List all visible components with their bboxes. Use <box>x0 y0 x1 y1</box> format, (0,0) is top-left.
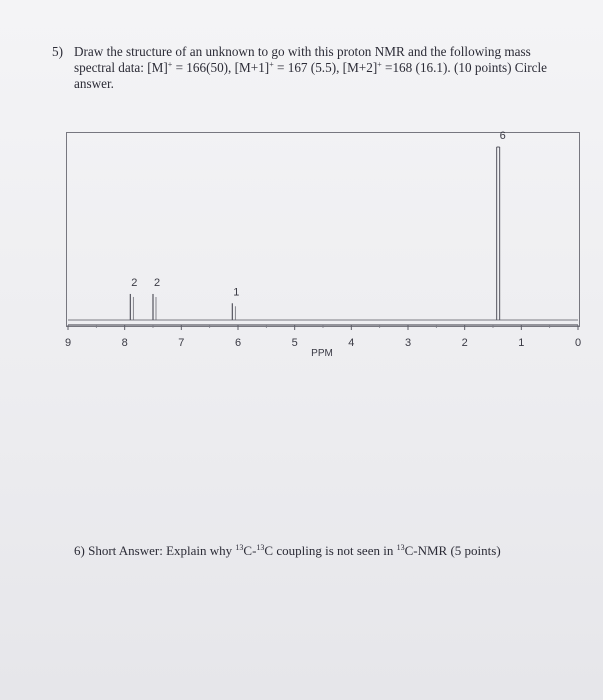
c13-sup-1: 13 <box>235 543 244 552</box>
ppm-tick-label: 8 <box>121 337 128 349</box>
ppm-tick-label: 9 <box>64 337 72 349</box>
c13-sup-2: 13 <box>256 543 265 552</box>
question-6-mid-1: C- <box>243 543 257 558</box>
question-5-line-3: answer. <box>74 76 114 91</box>
ppm-tick-label: 5 <box>291 337 298 349</box>
question-5-number: 5) <box>52 44 63 59</box>
question-6-mid-2: C coupling is not seen in <box>264 543 397 558</box>
question-6 <box>74 543 584 559</box>
ppm-tick-label: 3 <box>404 337 412 349</box>
ppm-axis-label: PPM <box>311 348 333 359</box>
peak-integration-label: 6 <box>499 130 506 143</box>
m-value: = 166(50), [M+1] <box>172 60 270 75</box>
m1-charge: + <box>269 60 274 69</box>
question-5-line-1: Draw the structure of an unknown to go with this proton NMR and the following mass <box>74 44 531 59</box>
ppm-tick-label: 7 <box>178 337 185 349</box>
m1-value: = 167 (5.5), [M+2] <box>273 60 378 75</box>
peak-integration-label: 2 <box>131 276 138 289</box>
ppm-tick-label: 1 <box>518 337 525 349</box>
peak-integration-label: 1 <box>233 286 240 299</box>
ppm-tick-label: 2 <box>461 337 468 349</box>
m-charge: + <box>167 60 173 69</box>
c13-sup-3: 13 <box>396 543 405 552</box>
m2-value: =168 (16.1). (10 points) Circle <box>381 60 548 75</box>
ppm-tick-label: 4 <box>348 337 355 349</box>
mass-data-prefix: spectral data: [M] <box>74 60 168 75</box>
m2-charge: + <box>377 60 382 69</box>
ppm-tick-label: 0 <box>574 337 582 349</box>
question-6-suffix: C-NMR (5 points) <box>404 543 501 558</box>
peak-integration-label: 2 <box>153 276 161 289</box>
question-6-prefix: Short Answer: Explain why <box>88 543 236 558</box>
ppm-tick-label: 6 <box>234 337 242 349</box>
question-6-number: 6) <box>74 543 85 558</box>
